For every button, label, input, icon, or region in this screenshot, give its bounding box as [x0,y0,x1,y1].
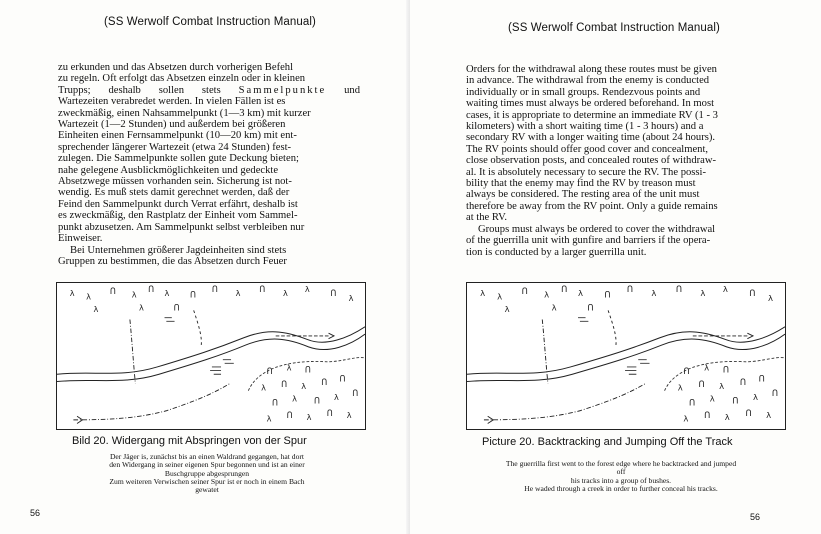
text-line [58,85,360,96]
figure-caption: Bild 20. Widergang mit Abspringen von der Spur [72,435,307,447]
text-line: Groups must always be ordered to cover the withdrawal [478,223,716,235]
right-page-header: (SS Werwolf Combat Instruction Manual) [508,22,720,34]
text-line: nahe gelegene Ausblickmöglichkeiten und gedeckte [58,164,279,176]
left-page-body [58,62,360,267]
figure-caption: Picture 20. Backtracking and Jumping Off the Track [482,436,733,448]
text-line: zu erkunden und das Absetzen durch vorherigen Befehl [58,62,294,73]
text-line: of the guerrilla unit with gunfire and barriers if the opera- [466,235,711,247]
text-line: Einheiten einen Fernsammelpunkt (10—20 km) mit ent- [58,130,297,142]
text-line: bility that the enemy may find the RV by treason must [466,178,696,190]
text-line: wendig. Es muß stets damit gerechnet werden, daß der [58,187,290,199]
text-line: therefore be away from the RV point. Only a guide remains [466,200,718,212]
text-line: zu regeln. Oft erfolgt das Absetzen einzeln oder in kleinen [58,73,306,85]
right-page-body [466,64,772,258]
text-fragment: und [344,84,360,96]
description-line: He waded through a creek in order to further conceal his tracks. [524,483,718,493]
backtracking-map-drawing [467,283,785,429]
map-illustration [56,282,366,430]
text-line: kilometers) with a short waiting time (1 - 3 hours) and a [466,121,704,133]
description-line: gewatet [195,485,219,495]
left-page-header: (SS Werwolf Combat Instruction Manual) [104,16,316,28]
text-line: in advance. The withdrawal from the enemy is conducted [466,75,710,87]
text-line: Wartezeit (1—2 Stunden) und außerdem bei größeren [58,119,286,131]
description-line: The guerrilla first went to the forest edge where he backtracked and jumped [505,459,737,468]
description-line: Buschgruppe abgesprungen [164,468,250,478]
text-line: Einweiser. [58,233,103,245]
text-line: zulegen. Die Sammelpunkte sollen gute Deckung bieten; [58,153,299,165]
description-line: Der Jäger is, zunächst bis an einen Waldrand gegangen, hat dort [109,452,305,461]
description-line: off [616,467,626,477]
text-line: cases, it is appropriate to determine an immediate RV (1 - 3 [466,109,718,121]
figure-description [440,460,802,493]
text-line: waiting times must always be ordered beforehand. In most [466,98,715,110]
left-page [0,0,406,534]
text-line: Feind den Sammelpunkt durch Verrat erfährt, deshalb ist [58,198,298,210]
backtracking-map-drawing [57,283,365,429]
text-emphasis: Sammelpunkte [238,84,327,96]
text-line: always be considered. The resting area of the unit must [466,189,700,201]
text-line: Gruppen zu bestimmen, die das Absetzen durch Feuer [58,255,287,267]
text-line: Absetzwege müssen vorhanden sein. Sicherung ist not- [58,176,292,188]
text-line: The RV points should offer good cover and concealment, [466,143,709,155]
page-number: 56 [750,512,761,522]
right-page [410,0,821,534]
text-line: secondary RV with a longer waiting time (about 24 hours). [466,132,716,144]
text-line: Wartezeiten verabredet werden. In vielen Fällen ist es [58,96,286,108]
text-line: al. It is absolutely necessary to secure the RV. The possi- [466,166,707,178]
text-line: tion is conducted by a larger guerrilla unit. [466,246,647,258]
text-line: es zweckmäßig, den Rastplatz der Einheit vom Sammel- [58,210,298,222]
text-line: at the RV. [466,212,508,224]
text-line: individually or in small groups. Rendezvous points and [466,86,701,98]
text-line: Orders for the withdrawal along these routes must be given [466,64,717,75]
description-line: his tracks into a group of bushes. [570,475,672,485]
description-line: Zum weiteren Verwischen seiner Spur ist er noch in einem Bach [109,476,305,486]
text-line: sprechender längerer Wartezeit (etwa 24 Stunden) fest- [58,141,292,153]
map-illustration [466,282,786,430]
figure-description [40,453,374,494]
text-line: close observation posts, and concealed routes of withdraw- [466,155,717,167]
text-fragment: Trupps; deshalb sollen stets [58,84,221,96]
text-line: zweckmäßig, einen Nahsammelpunkt (1—3 km) mit kurzer [58,107,311,119]
description-line: den Widergang in seiner eigenen Spur begonnen und ist an einer [109,460,305,470]
text-line: punkt abzusetzen. Am Sammelpunkt selbst verbleiben nur [58,221,305,233]
page-number: 56 [30,508,41,518]
text-line: Bei Unternehmen größerer Jagdeinheiten sind stets [70,244,287,256]
